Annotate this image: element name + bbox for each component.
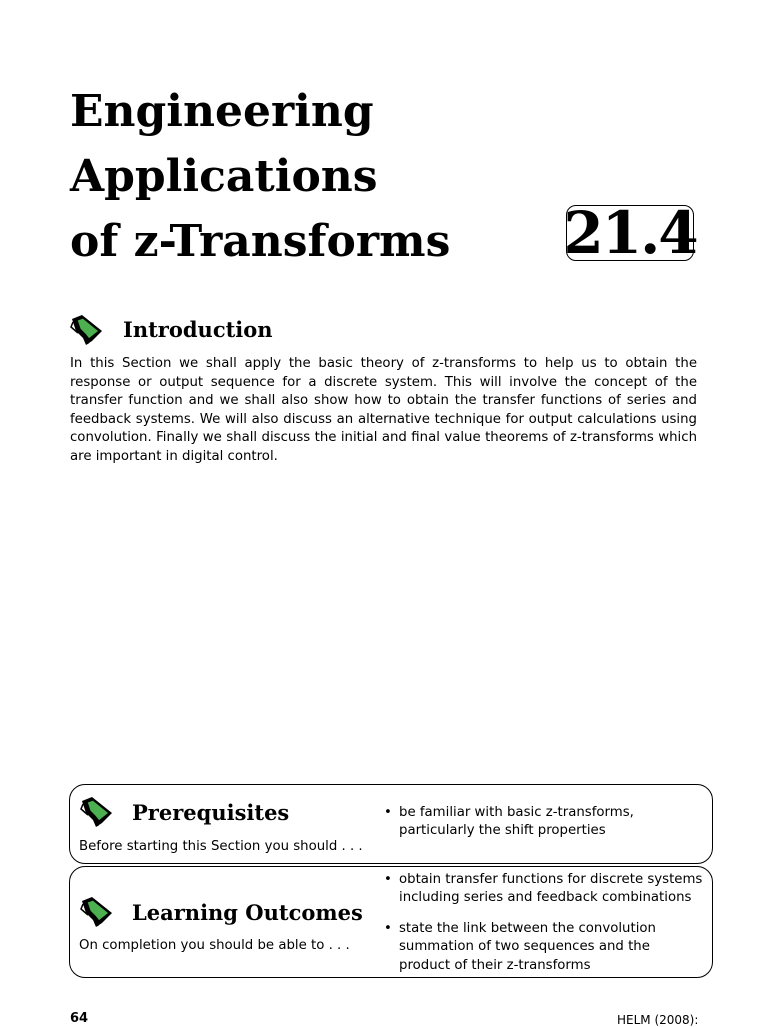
learning-outcomes-heading: Learning Outcomes [132,900,363,925]
learning-outcomes-subtext: On completion you should be able to . . . [79,938,350,953]
pointing-hand-icon [69,311,109,349]
section-number: 21.4 [563,199,697,267]
section-number-badge [563,199,697,267]
learning-outcomes-list [384,871,704,975]
prerequisites-panel [69,784,713,864]
prerequisites-heading: Prerequisites [132,800,290,825]
list-item: • obtain transfer functions for discrete systems including series and feedback combinations [384,871,704,908]
title-line-2: Applications [70,151,378,202]
prerequisites-list [384,804,704,841]
introduction-text: In this Section we shall apply the basic theory of z-transforms to help us to obtain the response or output sequence for a discrete system. This will involve the concept of the transfer function and we shall also show how to obtain the transfer functions of series and feedback systems. We will also discuss an alternative technique for output calculations using convolution. Finally we shall discuss the initial and final value theorems of z-transforms which are important in digital control. [70,356,697,464]
pointing-hand-icon [79,893,119,931]
learning-outcomes-panel [69,866,713,978]
list-item: • be familiar with basic z-transforms, particularly the shift properties [384,804,704,841]
pointing-hand-icon [79,793,119,831]
page-number: 64 [70,1011,89,1026]
footer-source: HELM (2008): [617,1013,699,1027]
title-line-3: of z-Transforms [70,216,451,267]
prerequisites-subtext: Before starting this Section you should . . . [79,839,363,854]
list-item: • state the link between the convolution summation of two sequences and the product of their z-transforms [384,920,704,975]
title-line-1: Engineering [70,86,374,137]
introduction-heading: Introduction [123,317,273,342]
